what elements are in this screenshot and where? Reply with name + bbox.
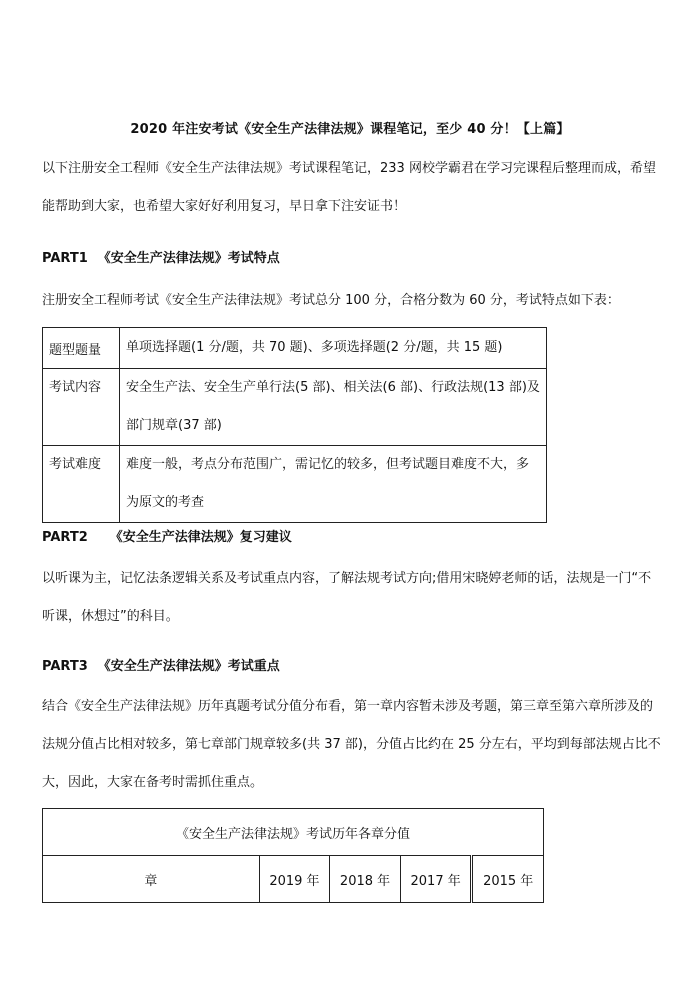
table-row <box>43 446 547 523</box>
header-year: 2017 年 <box>400 856 472 903</box>
intro-paragraph: 以下注册安全工程师《安全生产法律法规》考试课程笔记，233 网校学霸君在学习完课程后整理而成，希望能帮助到大家，也希望大家好好利用复习，早日拿下注安证书！ <box>42 161 656 214</box>
table-caption: 《安全生产法律法规》考试历年各章分值 <box>43 809 544 856</box>
header-year: 2019 年 <box>259 856 330 903</box>
row-value: 安全生产法、安全生产单行法(5 部)、相关法(6 部)、行政法规(13 部)及部门规章(37 部) <box>120 369 547 446</box>
part1-title: 《安全生产法律法规》考试特点 <box>97 251 280 266</box>
row-value: 难度一般，考点分布范围广，需记忆的较多，但考试题目难度不大，多为原文的考查 <box>120 446 547 523</box>
table-row <box>43 328 547 369</box>
part3-body: 结合《安全生产法律法规》历年真题考试分值分布看，第一章内容暂未涉及考题，第三章至第六章所涉及的法规分值占比相对较多，第七章部门规章较多(共 37 部)，分值占比约在 25 分左右，平均到每部法规占比不大，因此，大家在备考时需抓住重点。 <box>42 699 661 790</box>
part3-title: 《安全生产法律法规》考试重点 <box>97 659 280 674</box>
part2-label: PART2 <box>42 530 88 545</box>
header-chapter: 章 <box>43 856 260 903</box>
part2-body: 以听课为主，记忆法条逻辑关系及考试重点内容，了解法规考试方向;借用宋晓婷老师的话，法规是一门“不听课，休想过”的科目。 <box>42 571 652 624</box>
header-year: 2018 年 <box>330 856 401 903</box>
row-key: 考试难度 <box>43 446 120 523</box>
part1-heading <box>42 247 280 266</box>
chapter-scores-table <box>42 808 544 903</box>
part1-label: PART1 <box>42 251 88 266</box>
header-year: 2015 年 <box>472 856 544 903</box>
table-row <box>43 369 547 446</box>
part2-title: 《安全生产法律法规》复习建议 <box>109 530 292 545</box>
part2-heading <box>42 526 292 545</box>
table-header-row <box>43 856 544 903</box>
row-key: 考试内容 <box>43 369 120 446</box>
part3-label: PART3 <box>42 659 88 674</box>
row-key: 题型题量 <box>43 328 120 369</box>
document-title: 2020 年注安考试《安全生产法律法规》课程笔记，至少 40 分！【上篇】 <box>130 122 570 137</box>
row-value: 单项选择题(1 分/题，共 70 题)、多项选择题(2 分/题，共 15 题) <box>120 328 547 369</box>
part3-heading <box>42 655 280 674</box>
exam-features-table <box>42 327 547 523</box>
part1-intro: 注册安全工程师考试《安全生产法律法规》考试总分 100 分，合格分数为 60 分，考试特点如下表： <box>42 293 620 308</box>
table-caption-row <box>43 809 544 856</box>
